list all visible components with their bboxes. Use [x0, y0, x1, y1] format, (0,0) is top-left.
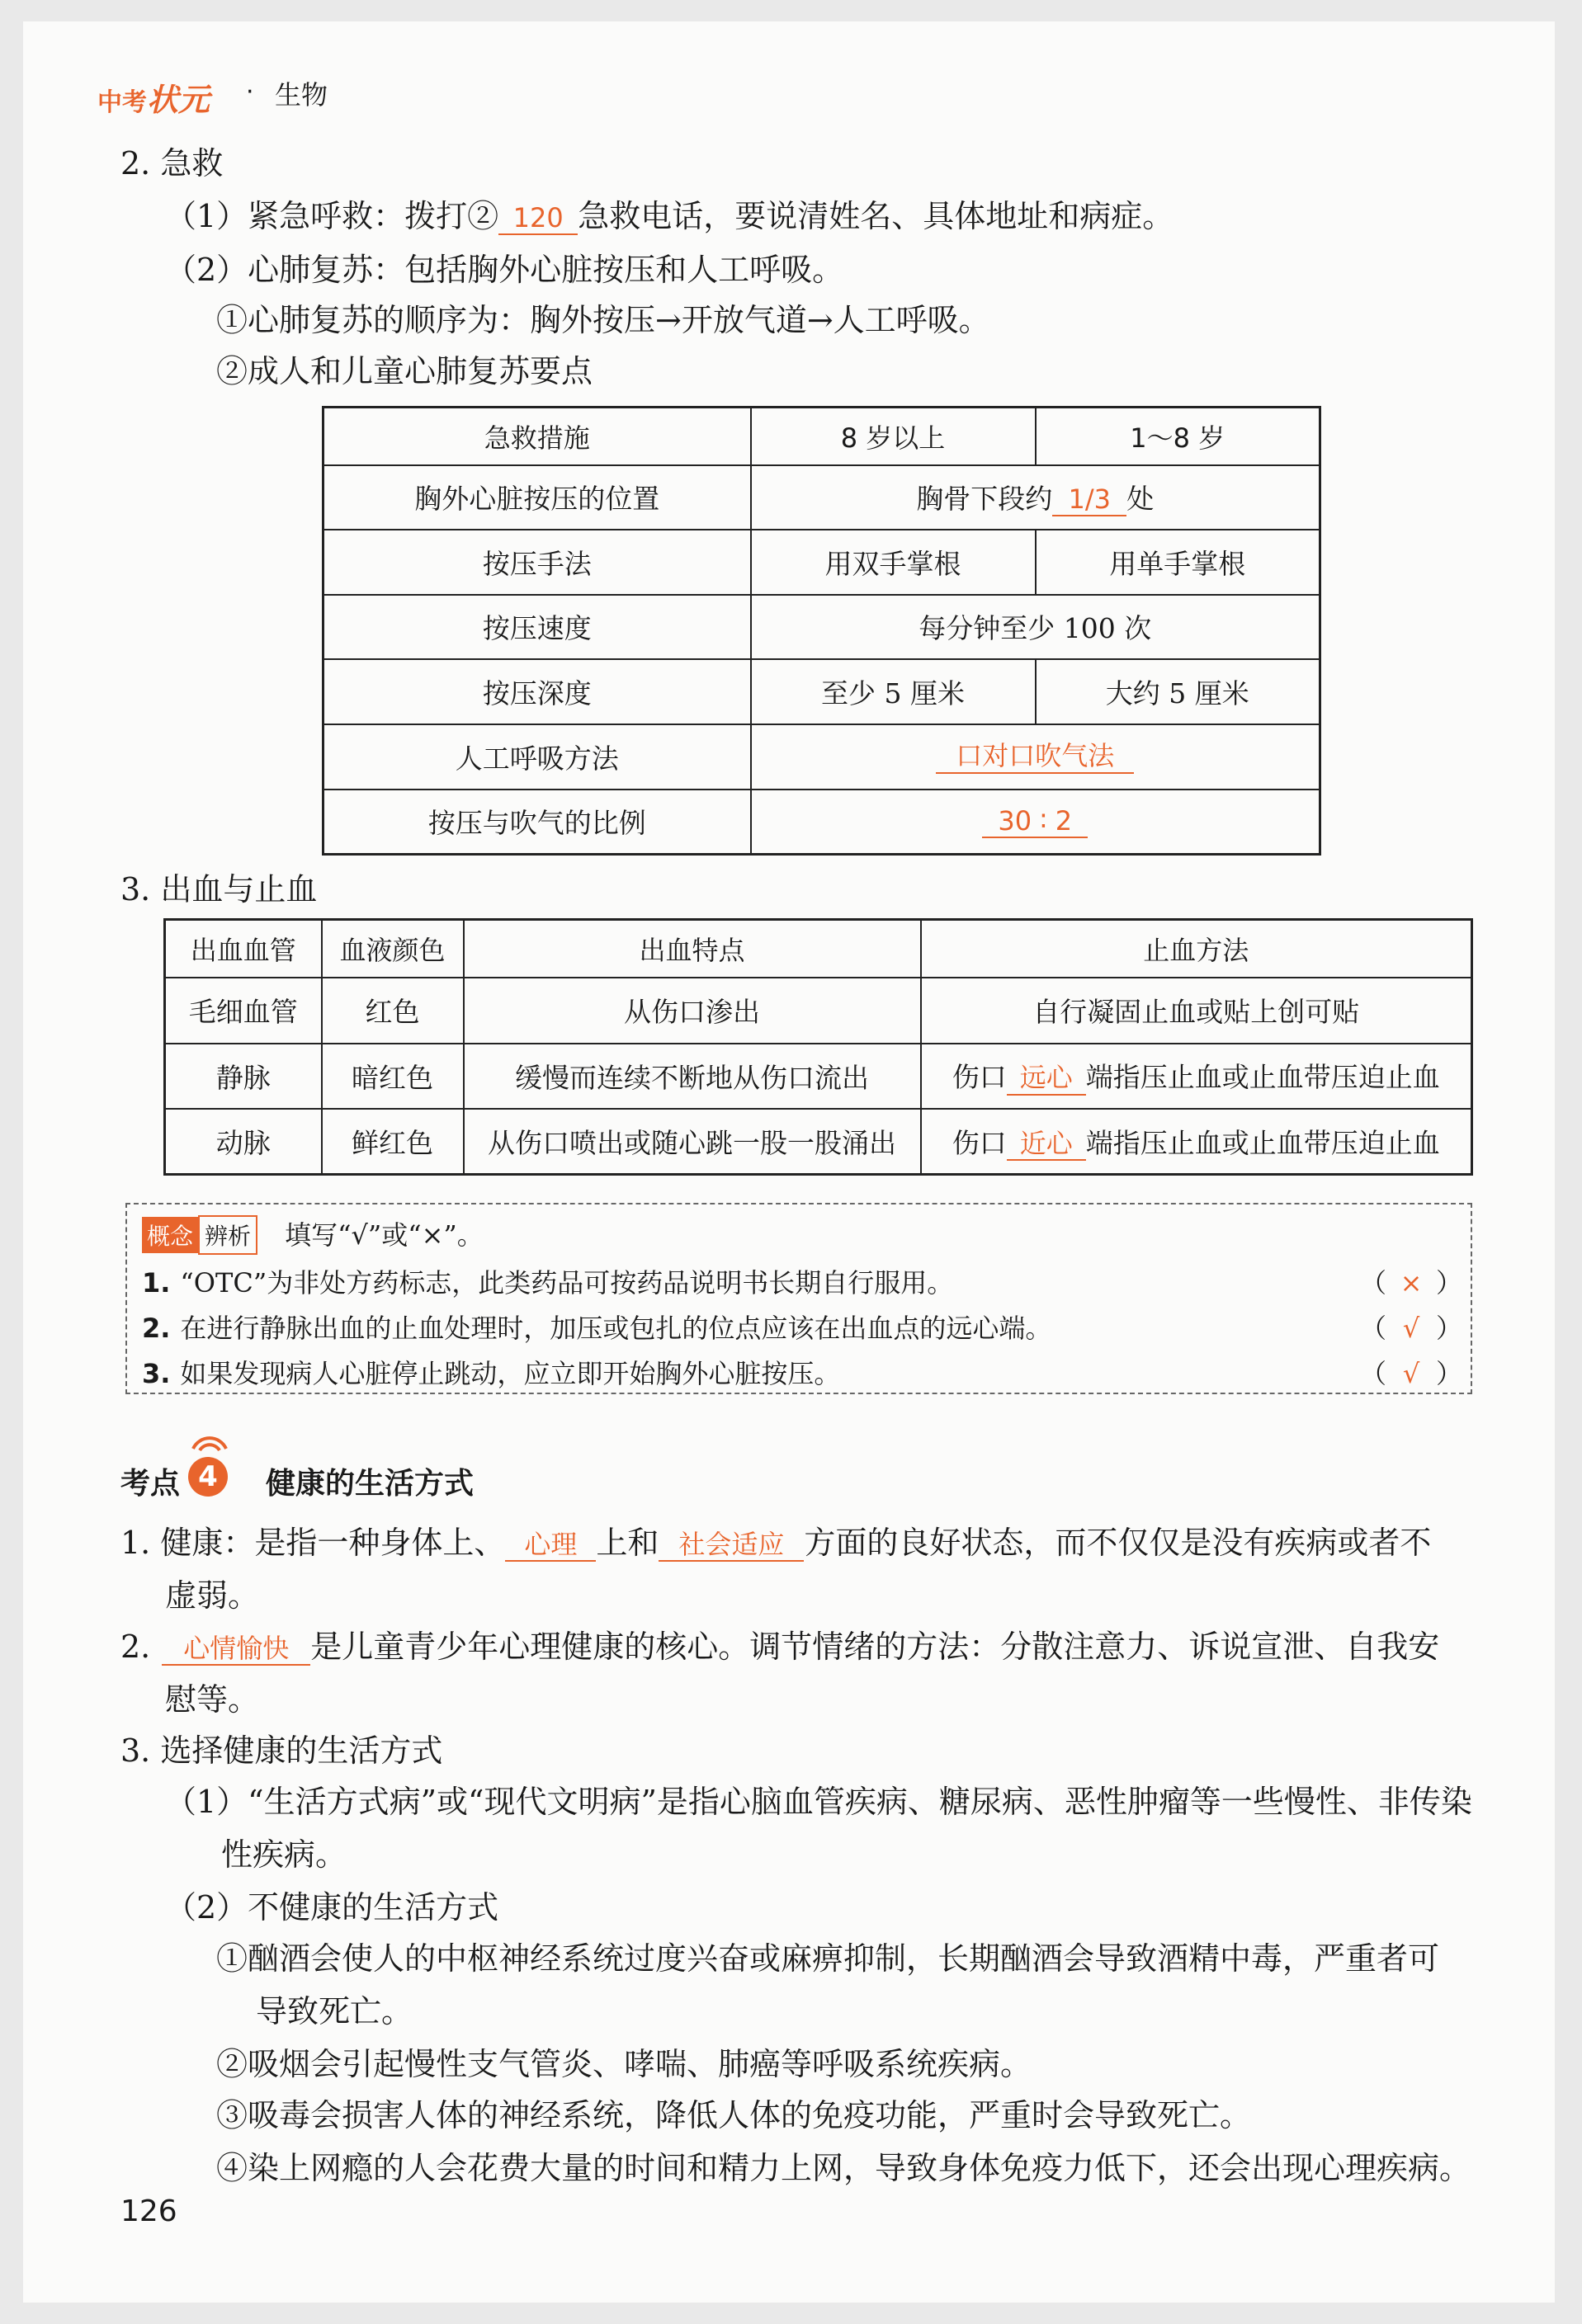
- bleeding-cell: 自行凝固止血或贴上创可贴: [921, 978, 1472, 1044]
- answer-psychological: 心理: [505, 1529, 596, 1562]
- bleeding-row-capillary: [165, 978, 1472, 1044]
- lifestyle-title: 3. 选择健康的生活方式: [120, 1732, 443, 1769]
- answer-120: 120: [498, 202, 578, 235]
- section-2-p4: ②成人和儿童心肺复苏要点: [216, 353, 593, 389]
- bullet-alcohol-cont: 导致死亡。: [256, 1993, 413, 2029]
- bleeding-cell: 从伤口喷出或随心跳一股一股涌出: [464, 1109, 921, 1175]
- brand-big: 状元: [147, 82, 210, 118]
- judge-answer-2: （ √ ）: [1360, 1313, 1463, 1344]
- section-2-title: 2. 急救: [120, 145, 224, 181]
- judge-answer-3: （ √ ）: [1360, 1358, 1463, 1389]
- cpr-row-position: [323, 465, 1320, 530]
- health-def: 1. 健康：是指一种身体上、 心理 上和 社会适应 方面的良好状态，而不仅仅是没有疾病或者不: [120, 1525, 1432, 1561]
- cpr-table: [322, 406, 1321, 856]
- section-3-title: 3. 出血与止血: [120, 871, 318, 907]
- cpr-cell-breathing: [751, 724, 1320, 790]
- bleeding-cell: 从伤口渗出: [464, 978, 921, 1044]
- signal-icon: [187, 1421, 233, 1454]
- answer-happy: 心情愉快: [162, 1633, 310, 1666]
- bleeding-cell-artery-method: 伤口 近心 端指压止血或止血带压迫止血: [921, 1109, 1472, 1175]
- mental-health-cont: 慰等。: [165, 1681, 260, 1718]
- concept-instruction: 填写“√”或“×”。: [285, 1219, 484, 1251]
- bleeding-header-1: 出血血管: [165, 920, 322, 978]
- mental-health: 2. 心情愉快 是儿童青少年心理健康的核心。调节情绪的方法：分散注意力、诉说宣泄、自我安: [120, 1629, 1440, 1665]
- bleeding-header-row: [165, 920, 1472, 978]
- cpr-header-2: 8 岁以上: [751, 408, 1036, 465]
- concept-header: [142, 1214, 484, 1255]
- cpr-cell: 用单手掌根: [1036, 530, 1320, 595]
- cpr-cell: 人工呼吸方法: [323, 724, 751, 790]
- bullet-smoking: ②吸烟会引起慢性支气管炎、哮喘、肺癌等呼吸系统疾病。: [216, 2046, 1032, 2082]
- header-dot: ·: [246, 78, 254, 106]
- analysis-tag: 辨析: [198, 1215, 257, 1255]
- answer-distal: 远心: [1007, 1062, 1086, 1095]
- cpr-row-depth: [323, 659, 1320, 724]
- cpr-row-ratio: [323, 790, 1320, 855]
- answer-one-third: 1/3: [1052, 483, 1126, 516]
- exam-point-label: 考点: [120, 1467, 181, 1501]
- cpr-cell: 按压手法: [323, 530, 751, 595]
- unhealthy-lifestyle: （2）不健康的生活方式: [165, 1889, 499, 1926]
- concept-tag: 概念: [142, 1217, 198, 1253]
- bleeding-header-4: 止血方法: [921, 920, 1472, 978]
- header-subject: 生物: [275, 79, 328, 111]
- cpr-cell: 按压速度: [323, 595, 751, 659]
- cpr-row-speed: [323, 595, 1320, 659]
- bleeding-header-3: 出血特点: [464, 920, 921, 978]
- bleeding-table: [163, 918, 1473, 1176]
- cpr-row-method: [323, 530, 1320, 595]
- cpr-cell-ratio: [751, 790, 1320, 855]
- bullet-internet: ④染上网瘾的人会花费大量的时间和精力上网，导致身体免疫力低下，还会出现心理疾病。: [216, 2150, 1471, 2186]
- bleeding-cell: 动脉: [165, 1109, 322, 1175]
- bleeding-cell: 鲜红色: [322, 1109, 464, 1175]
- cpr-row-breathing: [323, 724, 1320, 790]
- section-2-p1: （1）紧急呼救：拨打② 120 急救电话，要说清姓名、具体地址和病症。: [165, 198, 1174, 234]
- cpr-header-row: [323, 408, 1320, 465]
- cpr-cell: 大约 5 厘米: [1036, 659, 1320, 724]
- brand-small: 中考: [97, 88, 147, 117]
- cpr-header-1: 急救措施: [323, 408, 751, 465]
- bleeding-header-2: 血液颜色: [322, 920, 464, 978]
- bleeding-cell: 毛细血管: [165, 978, 322, 1044]
- page-number: 126: [120, 2194, 177, 2228]
- answer-social: 社会适应: [659, 1529, 804, 1562]
- answer-mouth-to-mouth: 口对口吹气法: [936, 740, 1134, 773]
- bleeding-row-vein: [165, 1044, 1472, 1109]
- cpr-cell: 按压与吹气的比例: [323, 790, 751, 855]
- bleeding-row-artery: [165, 1109, 1472, 1175]
- bleeding-cell: 红色: [322, 978, 464, 1044]
- bleeding-cell-vein-method: 伤口 远心 端指压止血或止血带压迫止血: [921, 1044, 1472, 1109]
- header-brand: [97, 74, 210, 120]
- judge-item-2: 2. 在进行静脉出血的止血处理时，加压或包扎的位点应该在出血点的远心端。: [142, 1313, 1052, 1344]
- bleeding-cell: 暗红色: [322, 1044, 464, 1109]
- section-2-p3: ①心肺复苏的顺序为：胸外按压→开放气道→人工呼吸。: [216, 302, 990, 338]
- lifestyle-disease: （1）“生活方式病”或“现代文明病”是指心脑血管疾病、糖尿病、恶性肿瘤等一些慢性、非传染: [165, 1784, 1472, 1820]
- bleeding-cell: 静脉: [165, 1044, 322, 1109]
- cpr-header-3: 1～8 岁: [1036, 408, 1320, 465]
- cpr-cell: 每分钟至少 100 次: [751, 595, 1320, 659]
- section-2-p2: （2）心肺复苏：包括胸外心脏按压和人工呼吸。: [165, 252, 844, 288]
- cpr-cell: 用双手掌根: [751, 530, 1036, 595]
- answer-ratio: 30 ∶ 2: [982, 805, 1088, 838]
- cpr-cell: 按压深度: [323, 659, 751, 724]
- bullet-alcohol: ①酗酒会使人的中枢神经系统过度兴奋或麻痹抑制，长期酗酒会导致酒精中毒，严重者可: [216, 1940, 1440, 1977]
- judge-item-1: 1. “OTC”为非处方药标志，此类药品可按药品说明书长期自行服用。: [142, 1267, 954, 1299]
- health-def-cont: 虚弱。: [165, 1577, 260, 1614]
- exam-point-number: 4: [188, 1457, 228, 1497]
- cpr-cell: 胸外心脏按压的位置: [323, 465, 751, 530]
- judge-answer-1: （ × ）: [1360, 1267, 1463, 1299]
- bleeding-cell: 缓慢而连续不断地从伤口流出: [464, 1044, 921, 1109]
- judge-item-3: 3. 如果发现病人心脏停止跳动，应立即开始胸外心脏按压。: [142, 1358, 841, 1389]
- cpr-cell: 至少 5 厘米: [751, 659, 1036, 724]
- answer-proximal: 近心: [1007, 1128, 1086, 1161]
- lifestyle-disease-cont: 性疾病。: [221, 1836, 347, 1873]
- exam-point-title: 健康的生活方式: [266, 1467, 475, 1501]
- bullet-drugs: ③吸毒会损害人体的神经系统，降低人体的免疫功能，严重时会导致死亡。: [216, 2097, 1252, 2133]
- cpr-cell-position: 胸骨下段约 1/3 处: [751, 465, 1320, 530]
